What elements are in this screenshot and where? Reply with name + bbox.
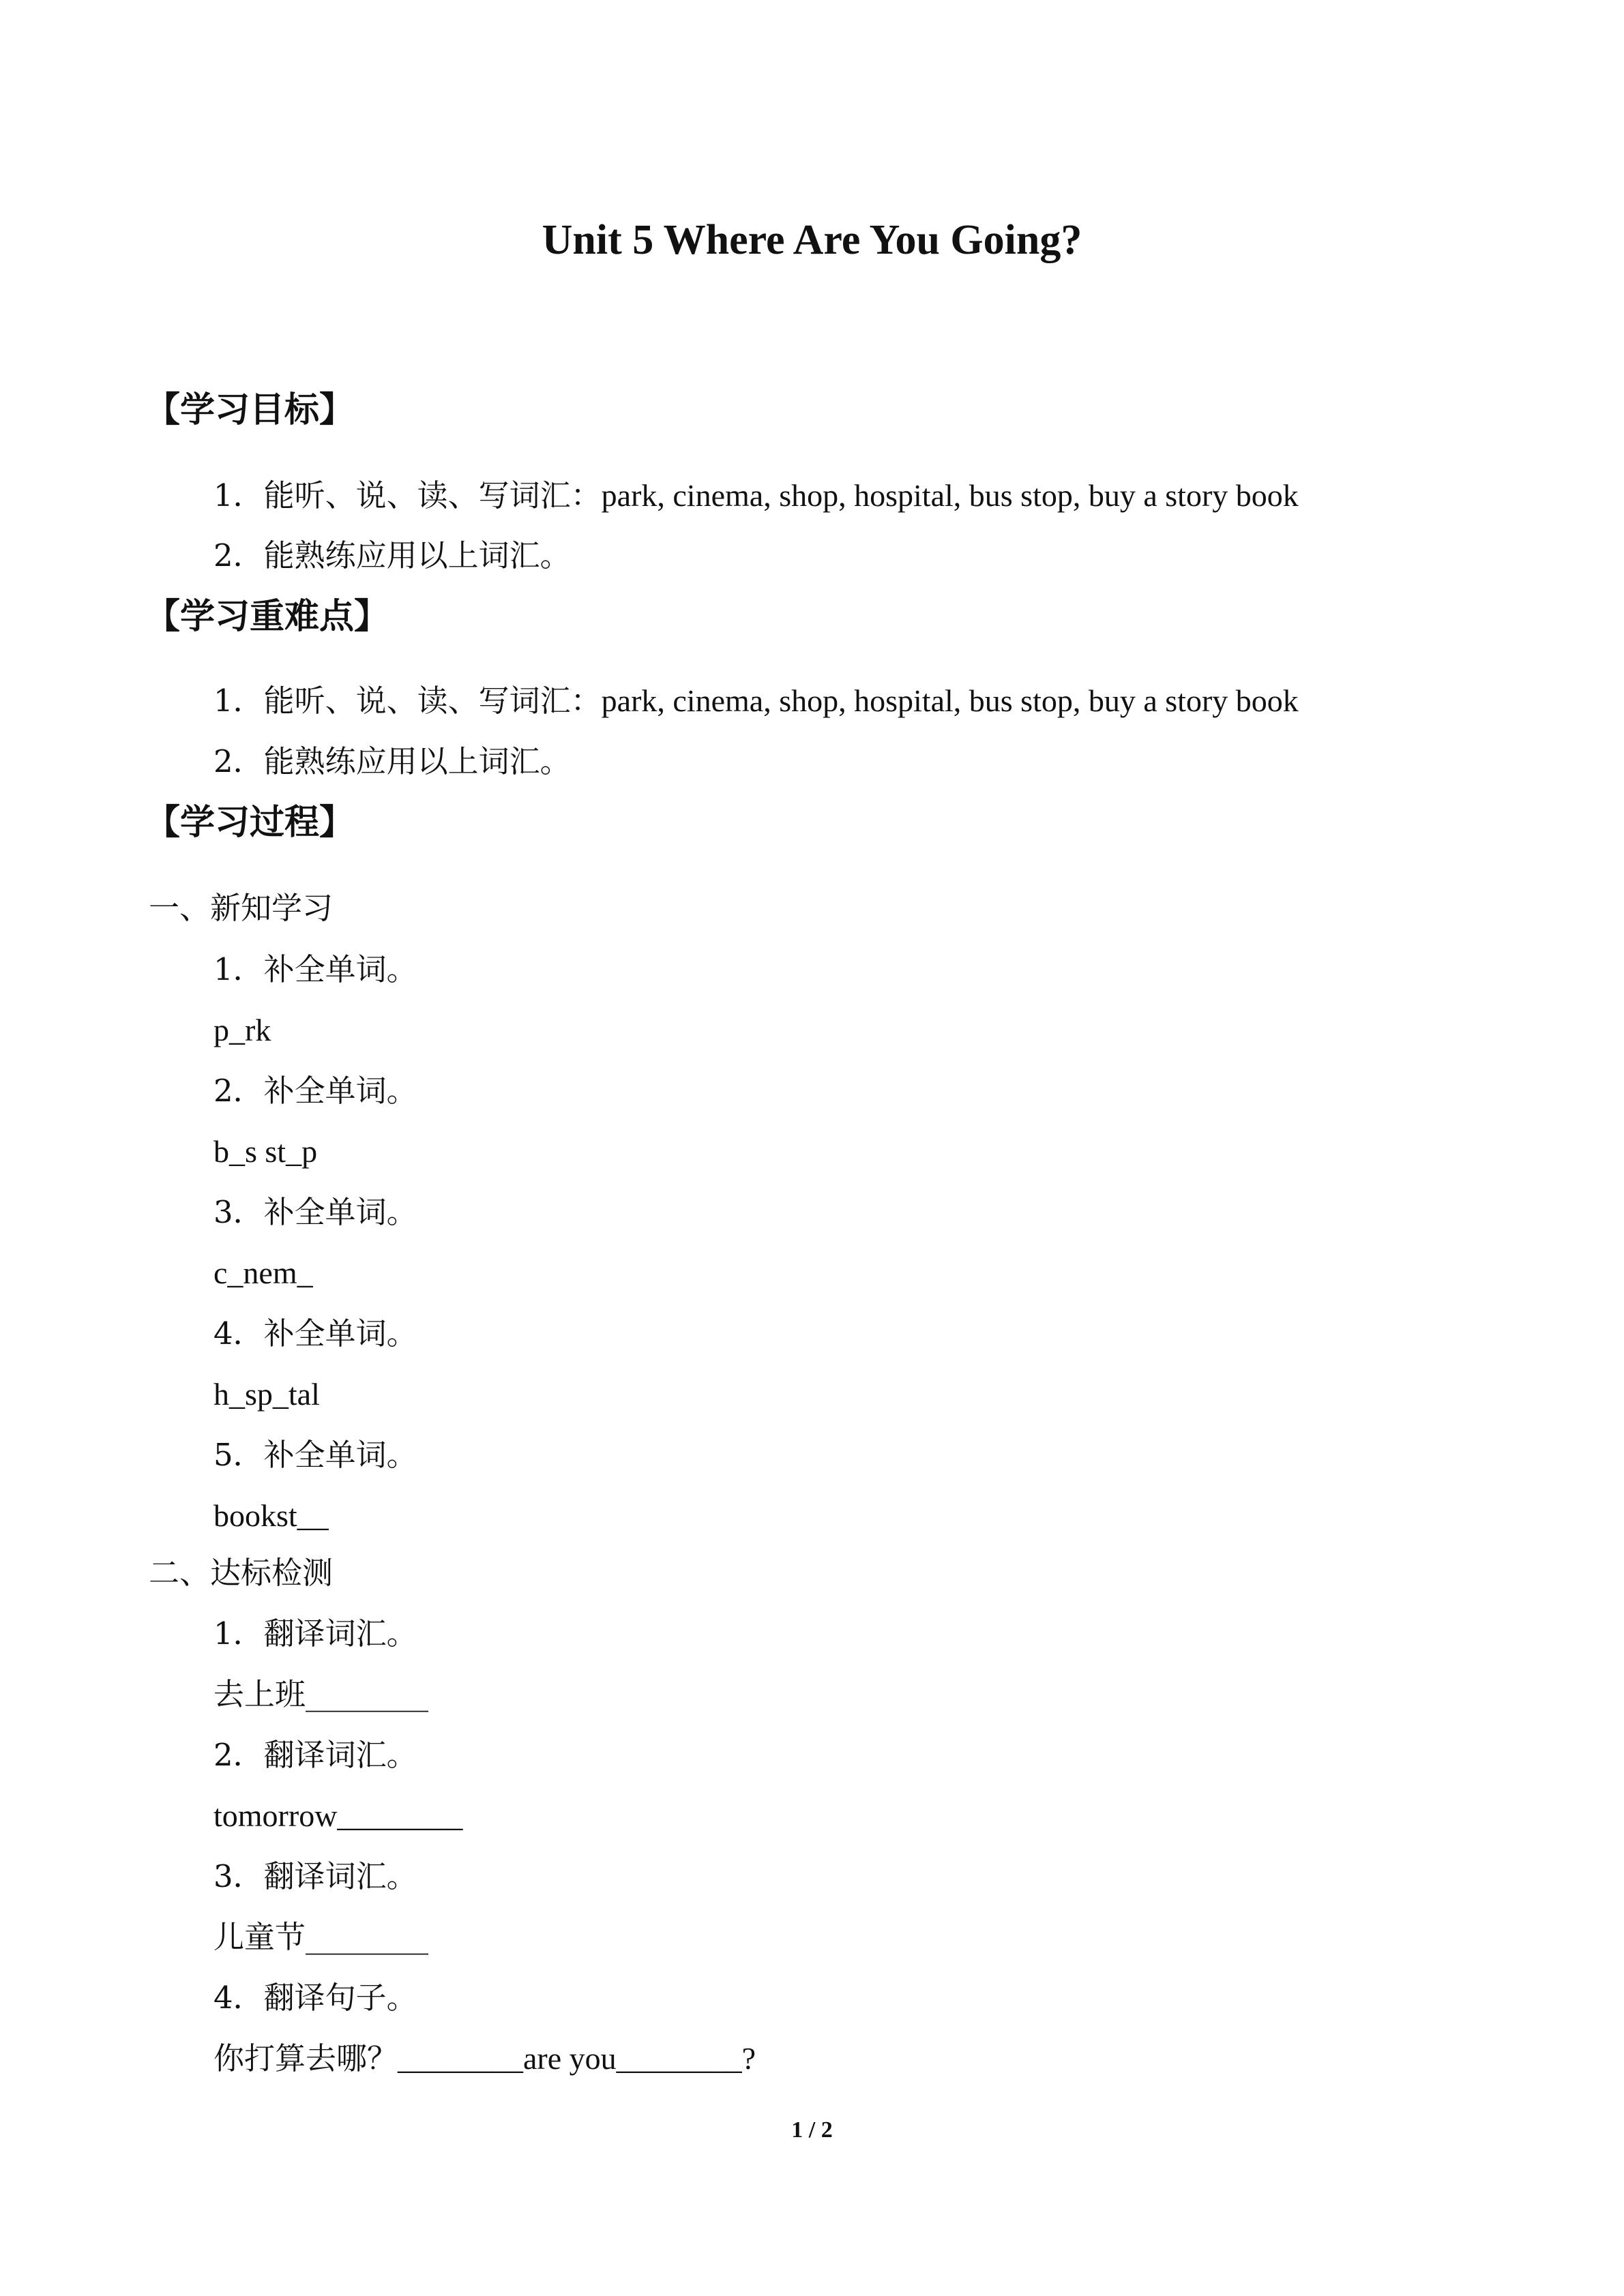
item-number: 2． bbox=[213, 537, 264, 573]
sentence-translation bbox=[213, 2038, 756, 2079]
part-2-label: 二、达标检测 bbox=[149, 1555, 334, 1591]
heading-process: 【学习过程】 bbox=[145, 803, 355, 843]
part-1-label: 一、新知学习 bbox=[149, 890, 334, 926]
item-text-en: park, cinema, shop, hospital, bus stop, buy a story book bbox=[601, 478, 1299, 513]
page-number: 1 / 2 bbox=[791, 2117, 833, 2143]
exercise-prompt: 1．补全单词。 bbox=[213, 951, 417, 987]
answer-blank-2: ________ bbox=[616, 2041, 742, 2076]
exercise-answer: tomorrow________ bbox=[213, 1798, 463, 1833]
item-number: 1． bbox=[213, 477, 264, 513]
exercise-answer: 儿童节________ bbox=[213, 1919, 429, 1955]
question-cn: 你打算去哪？ bbox=[213, 2040, 398, 2076]
exercise-prompt: 3．翻译词汇。 bbox=[213, 1858, 417, 1894]
item-text-cn: 能听、说、读、写词汇： bbox=[263, 477, 602, 513]
item-number: 1． bbox=[213, 683, 264, 719]
heading-objectives: 【学习目标】 bbox=[145, 390, 355, 430]
exercise-answer: p_rk bbox=[213, 1013, 271, 1047]
exercise-answer: 去上班________ bbox=[213, 1676, 429, 1712]
exercise-prompt: 5．补全单词。 bbox=[213, 1437, 417, 1473]
objective-item-2 bbox=[213, 535, 571, 576]
objective-item-1 bbox=[213, 475, 1299, 516]
exercise-prompt: 2．补全单词。 bbox=[213, 1073, 417, 1109]
item-text-en: park, cinema, shop, hospital, bus stop, buy a story book bbox=[601, 683, 1299, 718]
key-point-item-1 bbox=[213, 681, 1299, 721]
key-point-item-2 bbox=[213, 741, 571, 782]
exercise-answer: bookst__ bbox=[213, 1498, 329, 1533]
exercise-prompt: 2．翻译词汇。 bbox=[213, 1737, 417, 1773]
item-number: 2． bbox=[213, 743, 264, 779]
exercise-answer: c_nem_ bbox=[213, 1255, 313, 1290]
answer-end: ? bbox=[741, 2041, 756, 2076]
page-title: Unit 5 Where Are You Going? bbox=[542, 217, 1082, 263]
item-text-cn: 能听、说、读、写词汇： bbox=[263, 683, 602, 719]
exercise-answer: h_sp_tal bbox=[213, 1377, 320, 1412]
answer-blank-1: ________ bbox=[398, 2041, 524, 2076]
heading-key-points: 【学习重难点】 bbox=[145, 597, 389, 637]
item-text-cn: 能熟练应用以上词汇。 bbox=[263, 743, 571, 779]
exercise-answer: b_s st_p bbox=[213, 1134, 318, 1169]
exercise-prompt: 4．翻译句子。 bbox=[213, 1980, 417, 2016]
exercise-prompt: 4．补全单词。 bbox=[213, 1315, 417, 1352]
answer-text-mid: are you bbox=[523, 2041, 617, 2076]
exercise-prompt: 1．翻译词汇。 bbox=[213, 1615, 417, 1652]
exercise-prompt: 3．补全单词。 bbox=[213, 1194, 417, 1230]
item-text-cn: 能熟练应用以上词汇。 bbox=[263, 537, 571, 573]
